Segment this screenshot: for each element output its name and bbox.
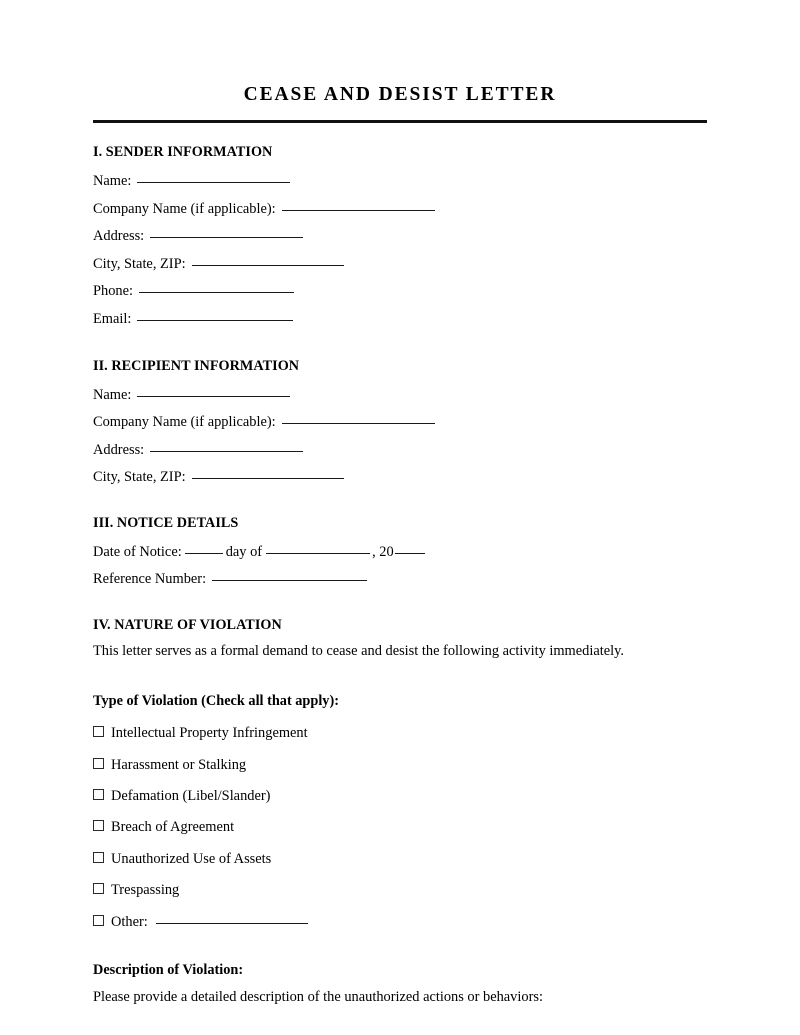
other-violation-blank[interactable] — [156, 923, 308, 924]
checkbox-label: Other: — [111, 913, 148, 930]
checkbox-label: Trespassing — [111, 882, 180, 899]
section-heading-recipient: II. RECIPIENT INFORMATION — [93, 357, 300, 374]
section-heading-notice: III. NOTICE DETAILS — [93, 514, 239, 531]
field-label: Company Name (if applicable): — [93, 200, 276, 217]
notice-field-date — [93, 545, 707, 559]
checkbox-icon[interactable] — [93, 789, 104, 800]
recipient-field-city-state-zip — [93, 470, 707, 484]
field-label: City, State, ZIP: — [93, 255, 186, 272]
sender-field-phone — [93, 284, 707, 298]
list-item[interactable] — [93, 883, 707, 897]
field-label: Address: — [93, 441, 145, 458]
document-content — [93, 0, 707, 1006]
notice-month-blank[interactable] — [266, 553, 370, 554]
sender-email-blank[interactable] — [137, 320, 293, 321]
recipient-field-company — [93, 415, 707, 429]
sender-company-blank[interactable] — [282, 210, 435, 211]
section-heading-violation: IV. NATURE OF VIOLATION — [93, 617, 282, 634]
checkbox-label: Unauthorized Use of Assets — [111, 850, 272, 867]
description-prompt-text: Please provide a detailed description of the unauthorized actions or behaviors: — [93, 989, 543, 1006]
day-of-label: day of — [225, 543, 263, 560]
checkbox-icon[interactable] — [93, 883, 104, 894]
sender-address-blank[interactable] — [150, 237, 303, 238]
reference-number-blank[interactable] — [212, 580, 367, 581]
field-label: Company Name (if applicable): — [93, 414, 276, 431]
sender-field-email — [93, 312, 707, 326]
checkbox-icon[interactable] — [93, 915, 104, 926]
recipient-city-state-zip-blank[interactable] — [192, 478, 344, 479]
sender-city-state-zip-blank[interactable] — [192, 265, 344, 266]
checkbox-label: Breach of Agreement — [111, 819, 235, 836]
checkbox-icon[interactable] — [93, 820, 104, 831]
sender-phone-blank[interactable] — [139, 292, 294, 293]
list-item-other[interactable] — [93, 915, 707, 929]
field-label: Phone: — [93, 283, 133, 300]
list-item[interactable] — [93, 758, 707, 772]
page-title: CEASE AND DESIST LETTER — [243, 84, 557, 105]
section-heading-sender: I. SENDER INFORMATION — [93, 144, 273, 161]
title-divider — [93, 120, 707, 123]
recipient-name-blank[interactable] — [137, 396, 290, 397]
notice-field-reference — [93, 572, 707, 586]
date-of-notice-label: Date of Notice: — [93, 543, 182, 560]
year-prefix-label: , 20 — [372, 543, 394, 560]
sender-field-city-state-zip — [93, 257, 707, 271]
field-label: City, State, ZIP: — [93, 469, 186, 486]
checkbox-label: Defamation (Libel/Slander) — [111, 787, 271, 804]
notice-year-blank[interactable] — [395, 553, 425, 554]
violation-checkbox-list — [93, 726, 707, 929]
field-label: Address: — [93, 228, 145, 245]
checkbox-icon[interactable] — [93, 852, 104, 863]
sender-field-company — [93, 202, 707, 216]
list-item[interactable] — [93, 852, 707, 866]
list-item[interactable] — [93, 820, 707, 834]
field-label: Name: — [93, 386, 132, 403]
recipient-company-blank[interactable] — [282, 423, 435, 424]
recipient-field-name — [93, 388, 707, 402]
recipient-address-blank[interactable] — [150, 451, 303, 452]
sender-name-blank[interactable] — [137, 182, 290, 183]
violation-checklist-heading: Type of Violation (Check all that apply): — [93, 693, 339, 709]
list-item[interactable] — [93, 726, 707, 740]
checkbox-icon[interactable] — [93, 726, 104, 737]
field-label: Reference Number: — [93, 571, 207, 587]
sender-field-name — [93, 174, 707, 188]
field-label: Email: — [93, 310, 132, 327]
violation-intro-text: This letter serves as a formal demand to cease and desist the following activity immediately. — [93, 643, 624, 660]
checkbox-label: Harassment or Stalking — [111, 756, 247, 773]
list-item[interactable] — [93, 789, 707, 803]
notice-day-blank[interactable] — [185, 553, 223, 554]
checkbox-icon[interactable] — [93, 758, 104, 769]
description-heading: Description of Violation: — [93, 962, 244, 978]
recipient-field-address — [93, 443, 707, 457]
sender-field-address — [93, 229, 707, 243]
checkbox-label: Intellectual Property Infringement — [111, 725, 308, 742]
field-label: Name: — [93, 173, 132, 190]
